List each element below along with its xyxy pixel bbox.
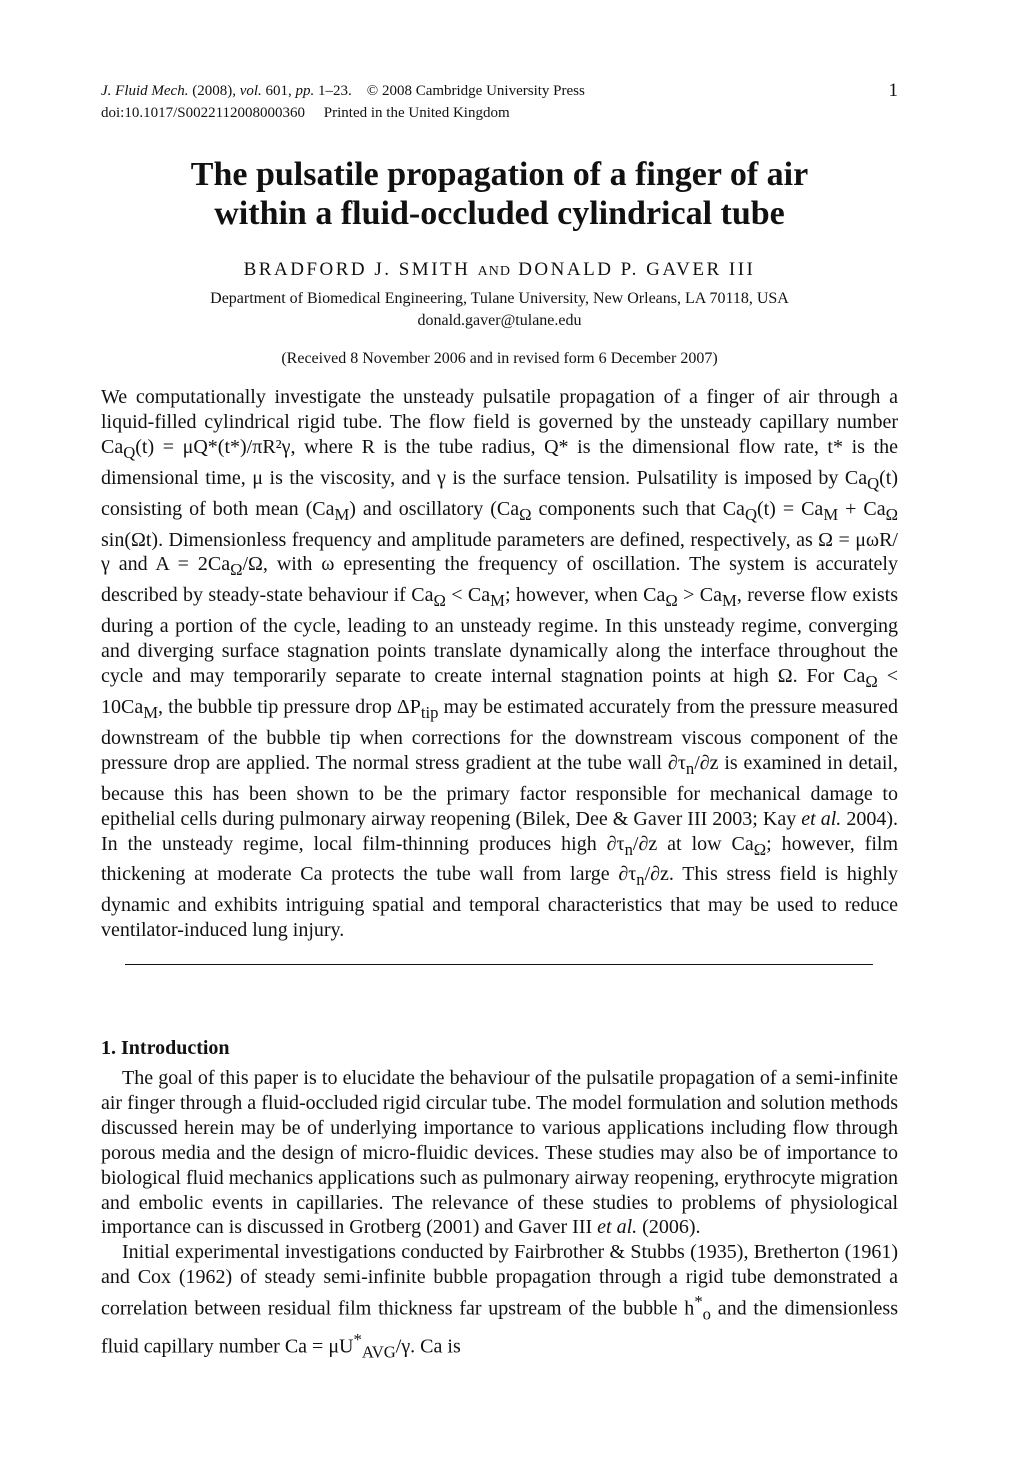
author-second: DONALD P. GAVER III xyxy=(518,259,756,280)
copyright-notice: © 2008 Cambridge University Press xyxy=(366,83,585,99)
journal-year: (2008), xyxy=(192,83,236,99)
page-range: 1–23. xyxy=(318,83,352,99)
abstract: We computationally investigate the unsteady pulsatile propagation of a finger of air through a liquid-filled cylindrical rigid tube. The flow field is governed by the unsteady capillary number $Ca_Q(t) = \mu Q*(t*)/\pi R^2\gamma$, where R is the tube radius, Q* is the dimensional flow rate, t* is the dimensional time, μ is the viscosity, and γ is the surface tension. Pulsatility is imposed by $Ca_Q(t)$ consisting of both mean $(Ca_M)$ and oscillatory ($Ca_\Omega$ components such that $Ca_Q(t) = Ca_M + Ca_\Omega$ sin(Ωt). Dimensionless frequency and amplitude parameters are defined, respectively, as Ω = μωR/γ and $A = 2Ca_\Omega/\Omega$, with ω epresenting the frequency of oscillation. The system is accurately described by steady-state behaviour if $Ca_\Omega < Ca_M$; however, when $Ca_\Omega > Ca_M$, reverse flow exists during a portion of the cycle, leading to an unsteady regime. In this unsteady regime, converging and diverging surface stagnation points translate dynamically along the interface throughout the cycle and may temporarily separate to create internal stagnation points at high Ω. For $Ca_\Omega < 10Ca_M$, the bubble tip pressure drop $\Delta P_{tip}$ may be estimated accurately from the pressure measured downstream of the bubble tip when corrections for the downstream viscous component of the pressure drop are applied. The normal stress gradient at the tube wall $\partial\tau_n/\partial z$ is examined in detail, because this has been shown to be the primary factor responsible for mechanical damage to epithelial cells during pulmonary airway reopening (Bilek, Dee & Gaver III 2003; Kay et al. 2004). In the unsteady regime, local film-thinning produces high $\partial\tau_n/\partial z$ at low $Ca_\Omega$; however, film thickening at moderate Ca protects the tube wall from large $\partial\tau_n/\partial z$. This stress field is highly dynamic and exhibits intriguing spatial and temporal characteristics that may be used to reduce ventilator-induced lung injury. xyxy=(101,386,899,942)
title-line-2: within a fluid-occluded cylindrical tube xyxy=(214,195,785,232)
author-list xyxy=(101,259,898,281)
received-dates: (Received 8 November 2006 and in revised form 6 December 2007) xyxy=(281,350,718,367)
introduction-section xyxy=(101,1037,898,1365)
pages-label: pp. xyxy=(295,83,315,99)
journal-name: J. Fluid Mech. xyxy=(101,83,189,99)
page-body xyxy=(101,80,898,943)
doi-line xyxy=(101,102,898,124)
volume-label: vol. xyxy=(239,83,262,99)
journal-header xyxy=(101,80,898,126)
paper-title xyxy=(101,155,898,233)
author-conjunction: AND xyxy=(477,264,511,279)
author-first: BRADFORD J. SMITH xyxy=(243,259,471,280)
intro-paragraph-1: The goal of this paper is to elucidate the behaviour of the pulsatile propagation of a semi-infinite air finger through a fluid-occluded rigid circular tube. The model formulation and solution methods discussed herein may be of underlying importance to various applications including flow through porous media and the design of micro-fluidic devices. These studies may also be of importance to biological fluid mechanics applications such as pulmonary airway reopening, erythrocyte migration and embolic events in capillaries. The relevance of these studies to problems of physiological importance can is discussed in Grotberg (2001) and Gaver III et al. (2006). xyxy=(101,1067,898,1239)
section-divider xyxy=(125,964,873,965)
affiliation: Department of Biomedical Engineering, Tulane University, New Orleans, LA 70118, USA xyxy=(210,290,789,307)
printed-notice: Printed in the United Kingdom xyxy=(323,105,510,121)
volume-number: 601, xyxy=(265,83,292,99)
section-heading: 1. Introduction xyxy=(101,1037,230,1059)
page-number: 1 xyxy=(888,80,898,101)
title-line-1: The pulsatile propagation of a finger of air xyxy=(190,156,809,193)
intro-paragraph-2: Initial experimental investigations conducted by Fairbrother & Stubbs (1935), Bretherton (1961) and Cox (1962) of steady semi-infinite bubble propagation through a rigid tube demonstrated a correlation between residual film thickness far upstream of the bubble $h^*_o$ and the dimensionless fluid capillary number $Ca = \mu U^*_{AVG}/\gamma$. Ca is xyxy=(101,1241,898,1362)
contact-email[interactable]: donald.gaver@tulane.edu xyxy=(417,312,582,329)
citation-line xyxy=(101,80,898,102)
doi-link[interactable]: doi:10.1017/S0022112008000360 xyxy=(101,105,306,121)
affiliation-block xyxy=(101,288,898,332)
